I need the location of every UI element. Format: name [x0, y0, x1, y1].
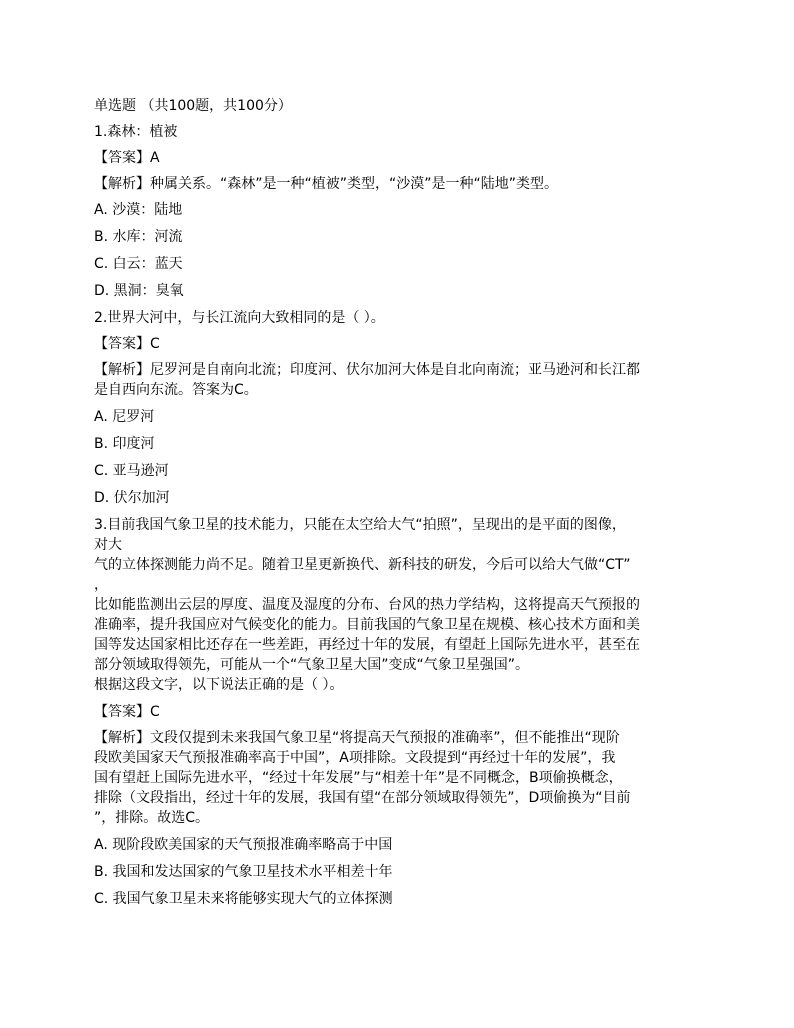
question-line: 对大: [94, 537, 122, 553]
question-3: [94, 515, 704, 909]
analysis-text: [94, 728, 704, 828]
option-b: B. 水库：河流: [94, 229, 183, 245]
question-line: 比如能监测出云层的厚度、温度及湿度的分布、台风的热力学结构，这将提高天气预报的: [94, 597, 640, 613]
analysis-line: 【解析】尼罗河是自南向北流；印度河、伏尔加河大体是自北向南流；亚马逊河和长江都: [94, 362, 640, 378]
option-d: D. 伏尔加河: [94, 490, 170, 506]
option-a: A. 尼罗河: [94, 409, 155, 425]
analysis-line: 是自西向东流。答案为C。: [94, 382, 258, 398]
analysis-line: 【解析】文段仅提到未来我国气象卫星“将提高天气预报的准确率”，但不能推出“现阶: [94, 730, 620, 746]
option-b: B. 印度河: [94, 436, 155, 452]
question-line: ，: [94, 577, 108, 593]
question-title: 1.森林：植被: [94, 124, 178, 140]
question-line: 根据这段文字，以下说法正确的是（ ）。: [94, 677, 344, 693]
answer-label: 【答案】C: [94, 704, 160, 720]
question-line: 国等发达国家相比还存在一些差距，再经过十年的发展，有望赶上国际先进水平，甚至在: [94, 637, 640, 653]
answer-label: 【答案】C: [94, 336, 160, 352]
analysis-line: ”，排除。故选C。: [94, 810, 210, 826]
question-line: 部分领域取得领先，可能从一个“气象卫星大国”变成“气象卫星强国”。: [94, 657, 530, 673]
option-c: C. 我国气象卫星未来将能够实现大气的立体探测: [94, 891, 393, 907]
question-line: 准确率，提升我国应对气候变化的能力。目前我国的气象卫星在规模、核心技术方面和美: [94, 617, 640, 633]
analysis-line: 段欧美国家天气预报准确率高于中国”，A项排除。文段提到“再经过十年的发展”，我: [94, 750, 616, 766]
question-line: 气的立体探测能力尚不足。随着卫星更新换代、新科技的研发，今后可以给大气做“CT”: [94, 557, 631, 573]
analysis-text: [94, 360, 704, 400]
option-d: D. 黑洞：臭氧: [94, 283, 184, 299]
analysis-line: 排除（文段指出，经过十年的发展，我国有望“在部分领域取得领先”，D项偷换为“目前: [94, 790, 631, 806]
question-title: 2.世界大河中，与长江流向大致相同的是（ ）。: [94, 310, 385, 326]
question-title: [94, 515, 704, 695]
answer-label: 【答案】A: [94, 150, 160, 166]
option-a: A. 沙漠：陆地: [94, 202, 183, 218]
option-b: B. 我国和发达国家的气象卫星技术水平相差十年: [94, 864, 393, 880]
option-a: A. 现阶段欧美国家的天气预报准确率略高于中国: [94, 837, 393, 853]
document-page: [94, 96, 704, 916]
section-header: 单选题 （共100题，共100分）: [94, 98, 292, 114]
question-2: [94, 308, 704, 508]
question-line: 3.目前我国气象卫星的技术能力，只能在太空给大气“拍照”，呈现出的是平面的图像，: [94, 517, 626, 533]
question-1: [94, 122, 704, 301]
option-c: C. 白云：蓝天: [94, 256, 183, 272]
analysis-line: 国有望赶上国际先进水平，“经过十年发展”与“相差十年”是不同概念，B项偷换概念，: [94, 770, 623, 786]
analysis-text: 【解析】种属关系。“森林”是一种“植被”类型，“沙漠”是一种“陆地”类型。: [94, 176, 559, 192]
option-c: C. 亚马逊河: [94, 463, 169, 479]
